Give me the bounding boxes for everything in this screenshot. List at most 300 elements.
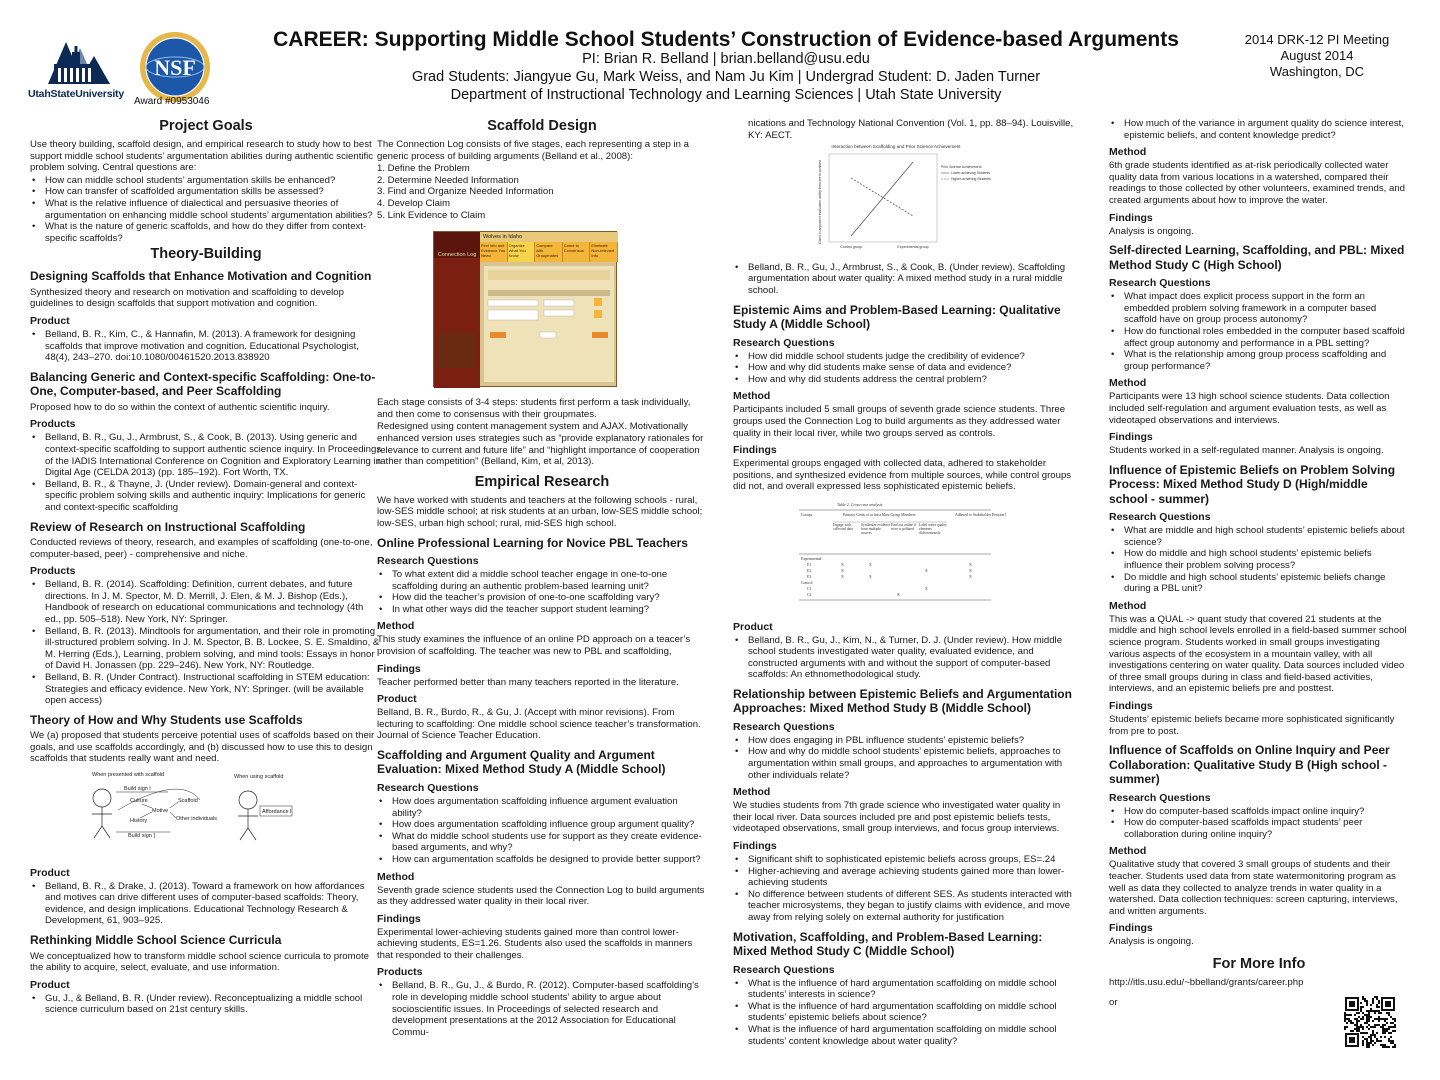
diagram-right-title: When using scaffold — [234, 774, 284, 781]
reference: Belland, B. R., Burdo, R., & Gu, J. (Accept with minor revisions). From lecturing to scaffolding: One middle school science teacher’s transformation. Journal of Science Teacher Education. — [377, 707, 701, 742]
list-item: • How and why did students address the central problem? — [733, 374, 1079, 386]
qr-module — [1378, 1016, 1380, 1018]
qr-module — [1384, 1030, 1386, 1032]
qr-module — [1370, 1026, 1372, 1028]
list-item: • How do computer-based scaffolds impact online inquiry? — [1109, 806, 1409, 818]
qr-module — [1360, 1010, 1362, 1012]
redesign-text: Redesigned using content management system and AJAX. Motivationally enhanced version uses strategies such as “provide explanatory rationales for relevance to current and future life” and “highlight importance of cooperation rather than competition” (Belland, Kim, et al, 2013). — [377, 421, 704, 468]
list-item: • What impact does explicit process support in the form an embedded problem solving framework in a computer based scaffold have on group process autonomy? — [1109, 291, 1409, 326]
qr-module — [1370, 1042, 1372, 1044]
qr-module — [1358, 1028, 1360, 1030]
qr-module — [1366, 1002, 1368, 1004]
qr-module — [1354, 1028, 1356, 1030]
table-cell: X — [897, 592, 900, 597]
qr-module — [1380, 1018, 1382, 1020]
column-1 — [30, 116, 382, 1076]
subheading-online-pl: Online Professional Learning for Novice PBL Teachers — [377, 535, 688, 550]
svg-text:NSF: NSF — [154, 55, 196, 80]
scaffold-design-intro: The Connection Log consists of five stages, each representing a step in a generic process of building arguments (Belland et al., 2008): — [377, 139, 689, 162]
label-research-questions: Research Questions — [377, 781, 479, 794]
legend-item-higher: Higher-achieving Students — [951, 177, 991, 182]
section-heading-theory-building: Theory-Building — [150, 246, 262, 263]
qr-module — [1370, 1004, 1372, 1006]
qr-module — [1392, 1026, 1394, 1028]
qr-module — [1366, 1010, 1368, 1012]
label-research-questions: Research Questions — [1109, 277, 1211, 290]
qr-module — [1386, 1028, 1388, 1030]
list-item: • What is the relative influence of dialectical and persuasive theories of argumentation on enhancing middle school students’ argumentation abilities? — [30, 198, 382, 221]
screenshot-tab: Organize What You Know — [508, 242, 536, 262]
qr-module — [1362, 1032, 1364, 1034]
qr-module — [1362, 1044, 1364, 1046]
subheading-study-a: Scaffolding and Argument Quality and Argument Evaluation: Mixed Method Study A (Middle School) — [377, 747, 666, 777]
qr-module — [1368, 1044, 1370, 1046]
label-method: Method — [1109, 845, 1147, 858]
qr-module — [1368, 1014, 1370, 1016]
qr-module — [1390, 1026, 1392, 1028]
qr-module — [1368, 1018, 1370, 1020]
qr-module — [1360, 1006, 1362, 1008]
student-head-icon — [93, 789, 111, 807]
column-4 — [1109, 118, 1409, 1078]
screenshot-logo: Connection Log — [434, 232, 480, 258]
qr-module — [1364, 998, 1366, 1000]
qr-module — [1374, 996, 1376, 998]
qr-module — [1386, 1018, 1388, 1020]
qr-module — [1376, 1010, 1378, 1012]
qr-module — [1362, 1018, 1364, 1020]
qr-module — [1346, 1026, 1348, 1028]
qr-module — [1366, 1038, 1368, 1040]
screenshot-tab: Come to Consensus — [563, 242, 591, 262]
meeting-place: Washington, DC — [1269, 64, 1365, 79]
table-header-cell: Primary Goals of at least Most Group Members — [843, 512, 916, 517]
table-row-label: E2 — [807, 568, 812, 573]
qr-module — [1382, 1032, 1384, 1034]
qr-module — [1346, 1014, 1348, 1016]
subheading-review: Review of Research on Instructional Scaffolding — [30, 519, 306, 534]
more-info-or: or — [1109, 996, 1118, 1008]
table-row-label: E3 — [807, 574, 812, 579]
qr-module — [1358, 1030, 1360, 1032]
label-research-questions: Research Questions — [377, 555, 479, 567]
table-title: Table 2. Cross-case analysis — [837, 501, 883, 507]
screenshot-tabs — [480, 242, 618, 262]
table-row-label: C1 — [807, 586, 812, 591]
qr-module — [1382, 1018, 1384, 1020]
qr-module — [1362, 1028, 1364, 1030]
qr-module — [1392, 1030, 1394, 1032]
qr-module — [1378, 1018, 1380, 1020]
qr-module — [1352, 1030, 1354, 1032]
list-item: • How and why do middle school students’ epistemic beliefs, approaches to argumentation within small groups, and approaches to argumentation with other individuals relate? — [733, 746, 1079, 781]
qr-module — [1344, 1028, 1346, 1030]
qr-module — [1370, 1010, 1372, 1012]
screenshot-title: Wolves in Idaho — [480, 232, 618, 242]
qr-module — [1382, 1026, 1384, 1028]
qr-module — [1356, 1026, 1358, 1028]
qr-module — [1372, 1034, 1374, 1036]
qr-module — [1370, 1008, 1372, 1010]
list-item: • How does argumentation scaffolding influence group argument quality? — [377, 819, 707, 831]
qr-module — [1370, 1016, 1372, 1018]
qr-module — [1348, 1020, 1350, 1022]
qr-module — [1372, 1026, 1374, 1028]
method-text: This study examines the influence of an online PD approach on a teacer’s provision of scaffolding. The teacher was new to PBL and scaffolding, — [377, 634, 691, 657]
qr-module — [1350, 1014, 1352, 1016]
qr-module — [1358, 1012, 1360, 1014]
qr-module — [1366, 1032, 1368, 1034]
list-item: • What is the nature of generic scaffolds, and how do they differ from context-specific scaffolds? — [30, 221, 382, 244]
qr-module — [1356, 1028, 1358, 1030]
qr-module — [1378, 1012, 1380, 1014]
qr-module — [1350, 1020, 1352, 1022]
qr-module — [1368, 1024, 1370, 1026]
list-item: • How do computer-based scaffolds impact students’ peer collaboration during online inquiry? — [1109, 817, 1409, 840]
cross-case-table — [797, 500, 1007, 604]
qr-module — [1390, 1016, 1392, 1018]
qr-module — [1364, 1032, 1366, 1034]
list-item: • How does engaging in PBL influence students’ epistemic beliefs? — [733, 735, 1079, 747]
qr-module — [1368, 1010, 1370, 1012]
qr-module — [1376, 1004, 1378, 1006]
reference: • Belland, B. R., Kim, C., & Hannafin, M. (2013). A framework for designing scaffolds that improve motivation and cognition. Educational Psychologist, 48(4), 243–270. doi:10.1080/00461520.2013.838920 — [30, 329, 382, 364]
qr-module — [1394, 1018, 1396, 1020]
table-cell: X — [841, 574, 844, 579]
list-item: 2. Determine Needed Information — [377, 174, 519, 186]
qr-module — [1380, 1012, 1382, 1014]
usu-wordmark: UtahStateUniversity — [28, 88, 124, 100]
list-item: • What is the influence of hard argumentation scaffolding on middle school students’ epistemic beliefs about science? — [733, 1001, 1079, 1024]
table-subheaders — [833, 523, 951, 553]
qr-module — [1364, 1000, 1366, 1002]
qr-module — [1370, 1034, 1372, 1036]
qr-module — [1356, 1018, 1358, 1020]
qr-module — [1368, 1020, 1370, 1022]
findings-text: Analysis is ongoing. — [1109, 936, 1194, 948]
label-research-questions: Research Questions — [733, 720, 835, 733]
qr-module — [1362, 1042, 1364, 1044]
qr-code-icon[interactable] — [1344, 996, 1396, 1048]
qr-module — [1366, 1046, 1368, 1048]
qr-module — [1358, 1026, 1360, 1028]
table-subheader: Label water quality elements dichotomously — [919, 522, 947, 536]
qr-module — [1394, 1026, 1396, 1028]
screenshot-sidebar — [434, 232, 480, 388]
qr-module — [1382, 1046, 1384, 1048]
diagram-left-title: When presented with scaffold — [92, 772, 165, 779]
section-heading-more-info: For More Info — [1212, 955, 1306, 972]
legend-item-lower: Lower-achieving Students — [951, 171, 991, 176]
section-heading-empirical: Empirical Research — [474, 473, 610, 490]
findings-text: Teacher performed better than many teachers reported in the literature. — [377, 676, 679, 688]
list-item: • How does argumentation scaffolding influence argument evaluation ability? — [377, 796, 707, 819]
table-cell: X — [925, 568, 928, 573]
list-item: • Significant shift to sophisticated epistemic beliefs across groups, ES=.24 — [733, 854, 1079, 866]
method-text: Qualitative study that covered 3 small groups of students and their teacher. Students used data from state watermonitoring program as well as data they collected to analyze trends in water quality in a watershed. Data collection techniques: screen capturing, interviews, and written arguments. — [1109, 859, 1398, 917]
stage-steps-text: Each stage consists of 3-4 steps: students first perform a task individually, and then come to consensus with their groupmates. — [377, 397, 691, 420]
section-heading-project-goals: Project Goals — [159, 118, 253, 134]
qr-module — [1380, 1040, 1382, 1042]
list-item: • How can middle school students’ argumentation skills be enhanced? — [30, 175, 382, 187]
table-row-label: Control — [801, 580, 813, 585]
qr-module — [1378, 1040, 1380, 1042]
subheading-theory-how: Theory of How and Why Students use Scaffolds — [30, 712, 303, 727]
qr-module — [1370, 1036, 1372, 1038]
qr-module — [1374, 1012, 1376, 1014]
student-head-icon — [239, 791, 257, 809]
screenshot-tab: Compare with Groupmates — [535, 242, 563, 262]
qr-module — [1368, 1028, 1370, 1030]
list-item: • What do middle school students use for support as they create evidence-based arguments, and why? — [377, 831, 707, 854]
findings-text: Students’ epistemic beliefs became more sophisticated significantly from pre to post. — [1109, 713, 1395, 737]
table-cell: X — [969, 568, 972, 573]
label-findings: Findings — [377, 662, 421, 675]
qr-module — [1384, 1028, 1386, 1030]
qr-module — [1366, 1026, 1368, 1028]
qr-module — [1378, 1024, 1380, 1026]
qr-module — [1384, 1020, 1386, 1022]
diagram-history: History — [130, 818, 148, 825]
chart-title: Interaction between Scaffolding and Prior Science Achievement — [831, 144, 961, 150]
qr-module — [1376, 1038, 1378, 1040]
method-text: 6th grade students identified as at-risk periodically collected water quality data from various locations in a watershed, compared their readings to those collected by other volunteers, examined trends, and created arguments about how to improve the water. — [1109, 160, 1405, 206]
qr-module — [1350, 1022, 1352, 1024]
qr-module — [1376, 996, 1378, 998]
qr-module — [1384, 1018, 1386, 1020]
qr-module — [1362, 1036, 1364, 1038]
qr-module — [1384, 1044, 1386, 1046]
qr-module — [1392, 1046, 1394, 1048]
meeting-info — [1232, 32, 1402, 80]
poster-title: CAREER: Supporting Middle School Students’ Construction of Evidence-based Arguments — [273, 28, 1179, 51]
subheading-rethinking: Rethinking Middle School Science Curricula — [30, 933, 282, 948]
pi-line: PI: Brian R. Belland | brian.belland@usu.edu — [582, 51, 870, 67]
qr-module — [1350, 1030, 1352, 1032]
nsf-globe-icon — [138, 30, 212, 104]
qr-module — [1366, 1018, 1368, 1020]
table-cell: X — [925, 586, 928, 591]
table-row-label: C2 — [807, 592, 812, 597]
qr-module — [1388, 1046, 1390, 1048]
table-cell: X — [841, 562, 844, 567]
qr-module — [1364, 1038, 1366, 1040]
qr-module — [1362, 996, 1364, 998]
qr-module — [1380, 1026, 1382, 1028]
list-item: • To what extent did a middle school teacher engage in one-to-one scaffolding during an authentic problem-based learning unit? — [377, 569, 707, 592]
list-item: • How can transfer of scaffolded argumentation skills be assessed? — [30, 186, 382, 198]
qr-module — [1364, 1022, 1366, 1024]
qr-module — [1344, 1026, 1346, 1028]
table-cell: X — [969, 574, 972, 579]
qr-module — [1376, 1040, 1378, 1042]
subheading-designing: Designing Scaffolds that Enhance Motivation and Cognition — [30, 269, 372, 284]
screenshot-tab: Find Info and Evidence You Need — [480, 242, 508, 262]
qr-module — [1382, 1024, 1384, 1026]
label-findings: Findings — [733, 840, 777, 853]
qr-module — [1354, 1024, 1356, 1026]
qr-module — [1380, 1036, 1382, 1038]
poster-header — [0, 0, 1440, 112]
reference: • Belland, B. R., Gu, J., Armbrust, S., & Cook, B. (Under review). Scaffolding argumentation about water quality: A mixed method study in a rural middle school. — [733, 262, 1079, 297]
qr-module — [1378, 1010, 1380, 1012]
label-findings: Findings — [1109, 699, 1153, 712]
qr-module — [1390, 1036, 1392, 1038]
reference: • Gu, J., & Belland, B. R. (Under review). Reconceptualizing a middle school science curriculum based on 21st century skills. — [30, 993, 382, 1016]
qr-module — [1384, 1032, 1386, 1034]
subheading-study-c-mid: Motivation, Scaffolding, and Problem-Based Learning: Mixed Method Study C (Middle School) — [733, 929, 1043, 959]
qr-module — [1352, 1022, 1354, 1024]
qr-module — [1382, 1044, 1384, 1046]
qr-module — [1372, 1044, 1374, 1046]
list-item: • What is the relationship among group process scaffolding and group performance? — [1109, 349, 1409, 372]
reference: • Belland, B. R., Gu, J., & Burdo, R. (2012). Computer-based scaffolding’s role in developing middle school students’ ability to argue about socioscientific issues. In Proceedings of selected research and development presentations at the 2012 Association for Educational Commu- — [377, 980, 707, 1038]
table-cell: X — [869, 574, 872, 579]
qr-module — [1384, 1046, 1386, 1048]
qr-module — [1394, 1020, 1396, 1022]
screenshot-table-icon — [484, 266, 614, 382]
qr-module — [1374, 1024, 1376, 1026]
qr-module — [1356, 1024, 1358, 1026]
label-product: Product — [30, 978, 70, 991]
qr-module — [1392, 1042, 1394, 1044]
qr-module — [1384, 1024, 1386, 1026]
list-item: • How did middle school students judge the credibility of evidence? — [733, 351, 1079, 363]
qr-module — [1366, 1044, 1368, 1046]
qr-module — [1390, 1042, 1392, 1044]
diagram-other-individuals: Other individuals — [176, 816, 217, 823]
diagram-motive: Motive — [152, 808, 169, 815]
subheading-study-d: Influence of Epistemic Beliefs on Problem Solving Process: Mixed Method Study D (High/middle school - summer) — [1109, 462, 1396, 506]
qr-module — [1356, 1022, 1358, 1024]
stage-list — [377, 163, 707, 221]
qr-module — [1344, 1014, 1346, 1016]
affordance-diagram — [30, 770, 378, 852]
qr-module — [1388, 1038, 1390, 1040]
qr-module — [1344, 1018, 1346, 1020]
qr-module — [1366, 1040, 1368, 1042]
qr-module — [1362, 998, 1364, 1000]
qr-module — [1372, 998, 1374, 1000]
qr-module — [1390, 1032, 1392, 1034]
meeting-name: 2014 DRK-12 PI Meeting — [1244, 32, 1390, 47]
list-item: 1. Define the Problem — [377, 163, 470, 175]
label-product: Product — [377, 693, 417, 706]
label-findings: Findings — [1109, 922, 1153, 935]
qr-module — [1372, 1030, 1374, 1032]
label-products: Products — [30, 565, 76, 578]
qr-module — [1356, 1020, 1358, 1022]
reference: • Belland, B. R. (2014). Scaffolding: Definition, current debates, and future directions. In J. M. Spector, M. D. Merrill, J. Elen, & M. J. Bishop (Eds.), Handbook of research on educational communications and technology (4th ed., pp. 505–518). New York, NY: Springer. — [30, 579, 382, 625]
label-findings: Findings — [1109, 211, 1153, 224]
interaction-chart — [811, 142, 991, 254]
meeting-date: August 2014 — [1280, 48, 1354, 63]
table-cell: X — [969, 562, 972, 567]
method-text: Seventh grade science students used the Connection Log to build arguments as they addressed water quality in their local river. — [377, 884, 705, 908]
empirical-intro: We have worked with students and teachers at the following schools - rural, low-SES middle school; at risk students at an urban, low-SES middle school; low-SES, urban high school; rural, mid-SES high school. — [377, 494, 703, 529]
qr-module — [1388, 1032, 1390, 1034]
x-tick-label: Experimental group — [897, 245, 929, 250]
qr-module — [1354, 1018, 1356, 1020]
table-rows — [801, 557, 972, 597]
qr-module — [1388, 1012, 1390, 1014]
screenshot-tab: Eliminate Non-relevant Info — [590, 242, 618, 262]
findings-text: Students worked in a self-regulated manner. Analysis is ongoing. — [1109, 445, 1384, 457]
subheading-study-b: Relationship between Epistemic Beliefs and Argumentation Approaches: Mixed Method Study B (Middle School) — [733, 686, 1072, 716]
label-research-questions: Research Questions — [733, 336, 835, 349]
qr-module — [1372, 1020, 1374, 1022]
project-goals-list — [30, 175, 382, 245]
list-item: • How much of the variance in argument quality do science interest, epistemic beliefs, and content knowledge predict? — [1109, 118, 1409, 141]
qr-module — [1382, 1030, 1384, 1032]
list-item: • How do functional roles embedded in the computer based scaffold affect group autonomy and performance in a PBL setting? — [1109, 326, 1409, 349]
qr-module — [1376, 1032, 1378, 1034]
qr-module — [1358, 1016, 1360, 1018]
qr-module — [1378, 1000, 1380, 1002]
qr-module — [1390, 1040, 1392, 1042]
qr-module — [1360, 1002, 1362, 1004]
qr-module — [1368, 1016, 1370, 1018]
list-item: • How do middle and high school students’ epistemic beliefs influence their problem solving process? — [1109, 548, 1409, 571]
qr-module — [1372, 1010, 1374, 1012]
qr-module — [1394, 1030, 1396, 1032]
label-products: Products — [30, 418, 76, 431]
findings-text: Analysis is ongoing. — [1109, 225, 1194, 237]
label-method: Method — [733, 786, 771, 799]
qr-module — [1356, 1030, 1358, 1032]
table-subheader: Find out online if river is polluted — [891, 522, 917, 532]
list-item: • How did the teacher’s provision of one-to-one scaffolding vary? — [377, 592, 707, 604]
table-header-cell: Groups — [801, 512, 813, 517]
qr-module — [1370, 1040, 1372, 1042]
list-item: • In what other ways did the teacher support student learning? — [377, 604, 707, 616]
table-cell: X — [841, 568, 844, 573]
qr-module — [1360, 1026, 1362, 1028]
qr-module — [1376, 998, 1378, 1000]
qr-module — [1372, 1032, 1374, 1034]
label-research-questions: Research Questions — [1109, 511, 1211, 524]
findings-text: Experimental lower-achieving students gained more than control lower-achieving students, ES=1.26. Students also used the scaffolds in manners that responded to their challenges. — [377, 926, 693, 961]
reference: • Belland, B. R., Gu, J., Kim, N., & Turner, D. J. (Under review). How middle school students investigated water quality, evaluated evidence, and constructed arguments with and without the support of computer-based scaffolds: An ethnomethodological study. — [733, 635, 1079, 681]
qr-module — [1376, 1006, 1378, 1008]
method-text: Participants were 13 high school science students. Data collection included self-regulation and argument evaluation tests, as well as videotaped observations and interviews. — [1109, 391, 1390, 426]
qr-module — [1386, 1030, 1388, 1032]
qr-module — [1380, 1044, 1382, 1046]
qr-module — [1386, 1046, 1388, 1048]
diagram-build-sign-1: Build sign l — [124, 786, 151, 793]
more-info-url[interactable]: http://itls.usu.edu/~bbelland/grants/career.php — [1109, 976, 1304, 988]
list-item: 4. Develop Claim — [377, 197, 451, 209]
list-item: • Do middle and high school students’ epistemic beliefs change during a PBL unit? — [1109, 572, 1409, 595]
qr-module — [1388, 1026, 1390, 1028]
qr-module — [1366, 1022, 1368, 1024]
table-row-label: Experimental — [801, 556, 822, 561]
nsf-logo — [138, 30, 212, 104]
qr-module — [1364, 1014, 1366, 1016]
reference: • Belland, B. R. (2013). Mindtools for argumentation, and their role in promoting ill-structured problem solving. In J. M. Spector, B. B. Lockee, S. E. Smaldino, & M. Herring (Eds.), Learning, problem solving, and mind tools: Essays in honor of David H. Jonassen (pp. 229–246). New York, NY: Routledge. — [30, 626, 382, 672]
award-number: Award #0953046 — [134, 96, 210, 107]
qr-module — [1348, 1018, 1350, 1020]
connection-log-screenshot — [433, 231, 617, 387]
qr-module — [1392, 1018, 1394, 1020]
label-method: Method — [377, 870, 415, 883]
label-findings: Findings — [377, 912, 421, 925]
qr-module — [1378, 1006, 1380, 1008]
label-product: Product — [30, 315, 70, 328]
list-item: • What is the influence of hard argumentation scaffolding on middle school students’ interests in science? — [733, 978, 1079, 1001]
label-method: Method — [1109, 146, 1147, 159]
table-cell: X — [869, 562, 872, 567]
